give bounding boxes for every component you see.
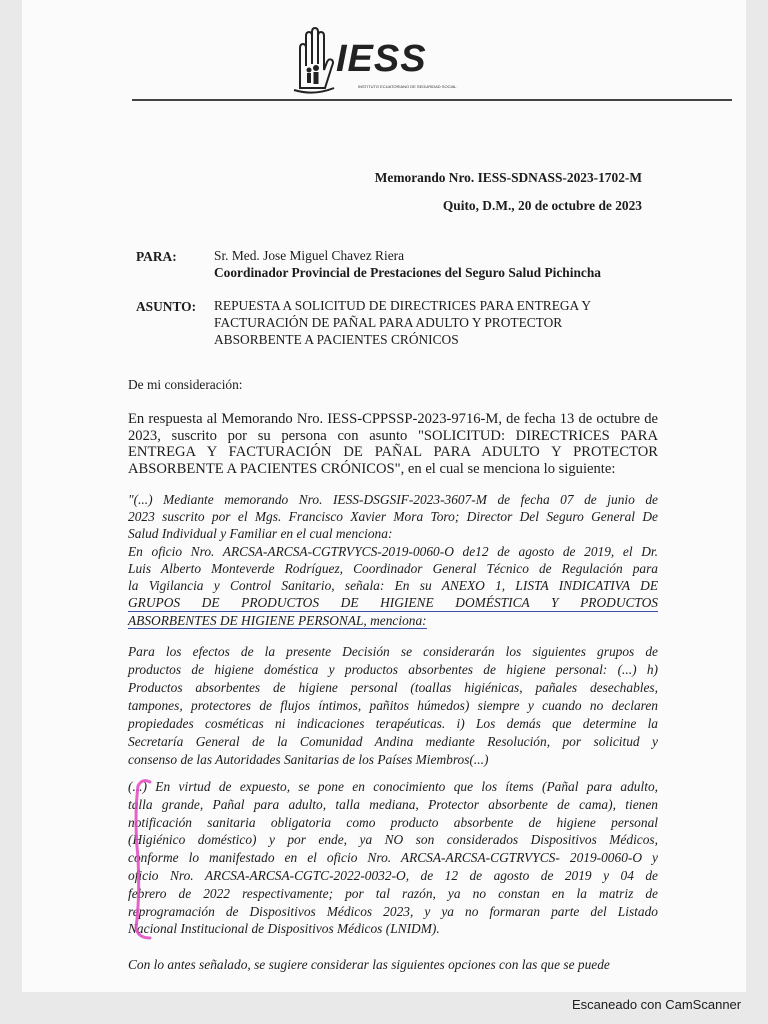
quote-conclusion (128, 778, 658, 938)
scanner-watermark: Escaneado con CamScanner (572, 997, 742, 1012)
text-line: En oficio Nro. ARCSA-ARCSA-CGTRVYCS-2019-0060-O de12 de agosto de 2019, el Dr. (128, 543, 658, 559)
header-rule (132, 99, 732, 101)
memo-number: Memorando Nro. IESS-SDNASS-2023-1702-M (374, 170, 642, 185)
asunto-text (214, 297, 591, 348)
underlined-text: ABSORBENTES DE HIGIENE PERSONAL, menciona: (128, 613, 427, 629)
text-line: ABSORBENTE A PACIENTES CRÓNICOS", en el cual se menciona lo siguiente: (128, 460, 616, 477)
text-line: "(...) Mediante memorando Nro. IESS-DSGSIF-2023-3607-M de fecha 07 de junio de (128, 492, 658, 507)
iess-logo (292, 26, 482, 98)
text-line: consenso de las Autoridades Sanitarias de los Países Miembros(...) (128, 752, 489, 767)
highlighter-mark (116, 778, 156, 942)
text-line: reprogramación de Dispositivos Médicos 2023, y ya no formaran parte del Listado (128, 903, 658, 919)
underlined-line (128, 612, 658, 629)
closing-line: Con lo antes señalado, se sugiere considerar las siguientes opciones con las que se puede (128, 957, 610, 972)
text-line: Nacional Institucional de Dispositivos Médicos (LNIDM). (128, 921, 440, 937)
text-line: Para los efectos de la presente Decisión se considerarán los siguientes grupos de (128, 644, 658, 659)
asunto-line: FACTURACIÓN DE PAÑAL PARA ADULTO Y PROTECTOR (214, 315, 563, 330)
underlined-line: GRUPOS DE PRODUCTOS DE HIGIENE DOMÉSTICA Y PRODUCTOS (128, 594, 658, 612)
asunto-label: ASUNTO: (136, 299, 197, 314)
paragraph-response (128, 411, 658, 477)
recipient-name: Sr. Med. Jose Miguel Chavez Riera (214, 248, 405, 263)
para-recipient (214, 247, 601, 281)
text-line: (...) En virtud de expuesto, se pone en conocimiento que los ítems (Pañal para adulto, (128, 779, 658, 794)
text-line: Secretaría General de la Comunidad Andina mediante Resolución, por solicitud y (128, 734, 658, 749)
para-label: PARA: (136, 249, 177, 264)
text-line: tampones, protectores de flujos íntimos, pañitos húmedos) siempre y cuando no declaren (128, 698, 658, 713)
asunto-line: ABSORBENTE A PACIENTES CRÓNICOS (214, 332, 459, 347)
text-line: Productos absorbentes de higiene personal (toallas higiénicas, pañales desechables, (128, 680, 658, 695)
quote-decision (128, 643, 658, 769)
text-line: talla grande, Pañal para adulto, talla mediana, Protector absorbente de cama), tienen (128, 796, 658, 812)
text-line: propiedades cosméticas ni indicaciones terapéuticas. i) Los demás que determine la (128, 716, 658, 731)
text-line: Salud Individual y Familiar en el cual menciona: (128, 526, 393, 542)
logo-subtitle: INSTITUTO ECUATORIANO DE SEGURIDAD SOCIAL (358, 84, 457, 89)
scanned-page (22, 0, 746, 992)
text-line: 2023, suscrito por su persona con asunto "SOLICITUD: DIRECTRICES PARA (128, 427, 658, 444)
text-line: En respuesta al Memorando Nro. IESS-CPPSSP-2023-9716-M, de fecha 13 de octubre de (128, 411, 658, 427)
text-line: ENTREGA Y FACTURACIÓN DE PAÑAL PARA ADULTO Y PROTECTOR (128, 444, 658, 460)
text-line: productos de higiene doméstica y productos absorbentes de higiene personal: (...) h) (128, 662, 658, 677)
quote-memorandum (128, 491, 658, 630)
text-line: notificación sanitaria obligatoria como producto absorbente de higiene personal (128, 814, 658, 830)
text-line: conforme lo manifestado en el oficio Nro. ARCSA-ARCSA-CGTRVYCS- 2019-0060-O y (128, 850, 658, 866)
hand-family-icon (292, 26, 336, 98)
recipient-position: Coordinador Provincial de Prestaciones del Seguro Salud Pichincha (214, 265, 601, 280)
greeting: De mi consideración: (128, 377, 243, 392)
text-line: febrero de 2022 respectivamente; por tal razón, ya no constan en la matriz de (128, 885, 658, 901)
text-line: (Higiénico doméstico) y por ende, ya NO son considerados Dispositivos Médicos, (128, 832, 658, 848)
asunto-line: REPUESTA A SOLICITUD DE DIRECTRICES PARA ENTREGA Y (214, 298, 591, 313)
text-line: oficio Nro. ARCSA-ARCSA-CGTC-2022-0032-O, de 12 de agosto de 2019 y 04 de (128, 867, 658, 883)
logo-wordmark: IESS (336, 38, 427, 80)
text-line: la Vigilancia y Control Sanitario, señala: En su ANEXO 1, LISTA INDICATIVA DE (128, 578, 658, 594)
place-date: Quito, D.M., 20 de octubre de 2023 (442, 198, 642, 213)
text-line: 2023 suscrito por el Mgs. Francisco Xavier Mora Toro; Director Del Seguro General De (128, 509, 658, 525)
text-line: Luis Alberto Monteverde Rodríguez, Coordinador General Técnico de Regulación para (128, 560, 658, 576)
